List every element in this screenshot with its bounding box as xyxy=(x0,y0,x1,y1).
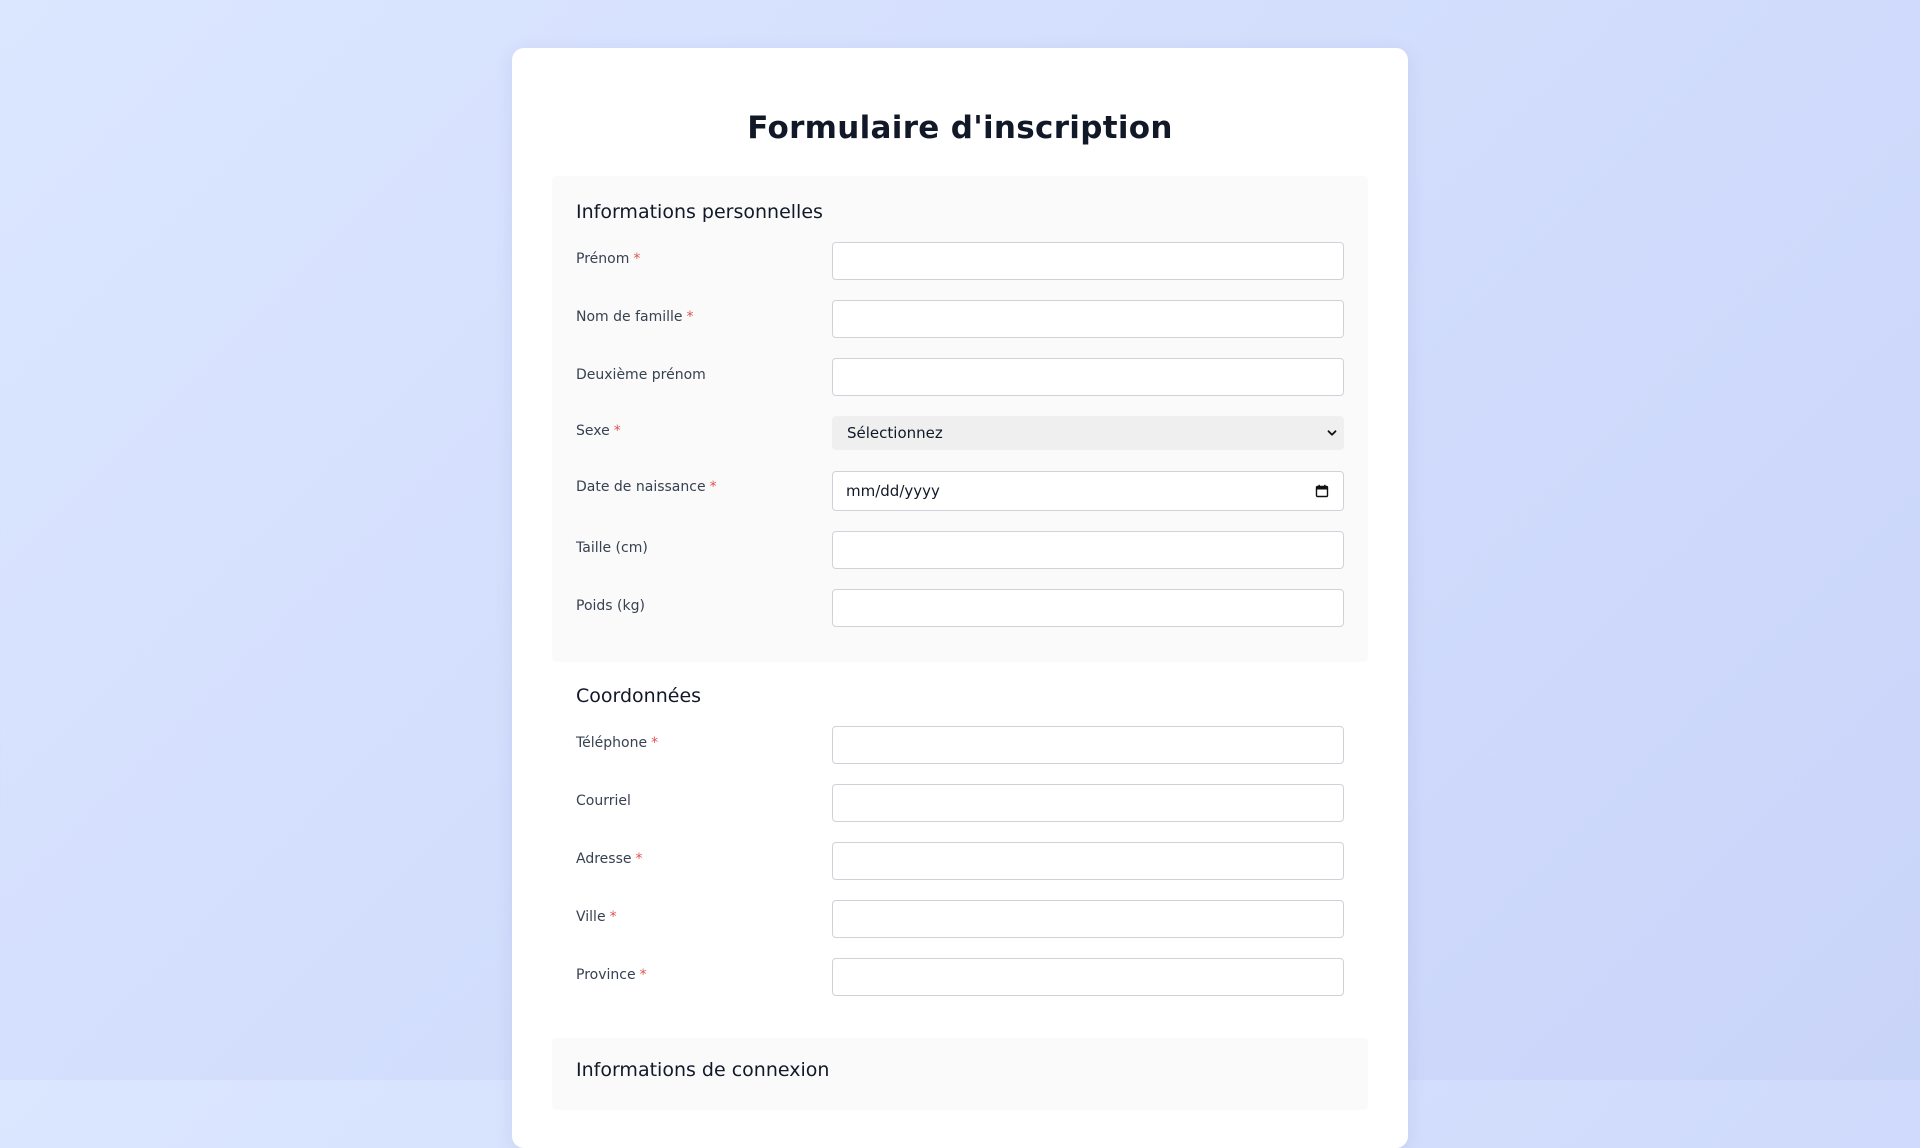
registration-card xyxy=(512,48,1408,1148)
required-marker: * xyxy=(709,479,717,495)
field-label: Nom de famille * xyxy=(576,309,694,325)
birthdate-placeholder: mm/dd/yyyy xyxy=(846,482,940,500)
middle-name-input[interactable] xyxy=(832,358,1344,396)
section-contact xyxy=(552,662,1368,1038)
first-name-input[interactable] xyxy=(832,242,1344,280)
field-label: Province * xyxy=(576,967,647,983)
field-label: Courriel xyxy=(576,793,631,809)
field-label: Ville * xyxy=(576,909,617,925)
field-row-sex xyxy=(576,416,1344,450)
required-marker: * xyxy=(651,735,659,751)
sex-select[interactable] xyxy=(832,416,1344,450)
height-input[interactable] xyxy=(832,531,1344,569)
page-title: Formulaire d'inscription xyxy=(747,110,1173,146)
field-label: Prénom * xyxy=(576,251,641,267)
city-input[interactable] xyxy=(832,900,1344,938)
last-name-input[interactable] xyxy=(832,300,1344,338)
field-label: Téléphone * xyxy=(576,735,659,751)
section-title: Informations personnelles xyxy=(576,201,823,223)
field-row-birthdate xyxy=(576,471,1344,511)
section-personal-info xyxy=(552,176,1368,662)
address-input[interactable] xyxy=(832,842,1344,880)
field-row-height xyxy=(576,531,1344,569)
field-label: Taille (cm) xyxy=(576,540,648,556)
chevron-down-icon xyxy=(1326,427,1338,439)
calendar-icon[interactable] xyxy=(1315,484,1329,498)
field-row-address xyxy=(576,842,1344,880)
field-label: Adresse * xyxy=(576,851,643,867)
province-input[interactable] xyxy=(832,958,1344,996)
weight-input[interactable] xyxy=(832,589,1344,627)
section-login-info xyxy=(552,1038,1368,1110)
email-input[interactable] xyxy=(832,784,1344,822)
required-marker: * xyxy=(609,909,617,925)
required-marker: * xyxy=(635,851,643,867)
required-marker: * xyxy=(613,423,621,439)
field-row-email xyxy=(576,784,1344,822)
field-label: Date de naissance * xyxy=(576,479,717,495)
field-row-city xyxy=(576,900,1344,938)
field-row-phone xyxy=(576,726,1344,764)
phone-input[interactable] xyxy=(832,726,1344,764)
required-marker: * xyxy=(686,309,694,325)
required-marker: * xyxy=(633,251,641,267)
sex-select-value: Sélectionnez xyxy=(847,424,943,442)
field-row-first-name xyxy=(576,242,1344,280)
birthdate-input[interactable] xyxy=(832,471,1344,511)
field-row-province xyxy=(576,958,1344,996)
field-label: Sexe * xyxy=(576,423,621,439)
required-marker: * xyxy=(639,967,647,983)
section-title: Informations de connexion xyxy=(576,1059,830,1081)
field-row-weight xyxy=(576,589,1344,627)
section-title: Coordonnées xyxy=(576,685,702,707)
field-row-middle-name xyxy=(576,358,1344,396)
field-label: Deuxième prénom xyxy=(576,367,706,383)
field-label: Poids (kg) xyxy=(576,598,645,614)
field-row-last-name xyxy=(576,300,1344,338)
